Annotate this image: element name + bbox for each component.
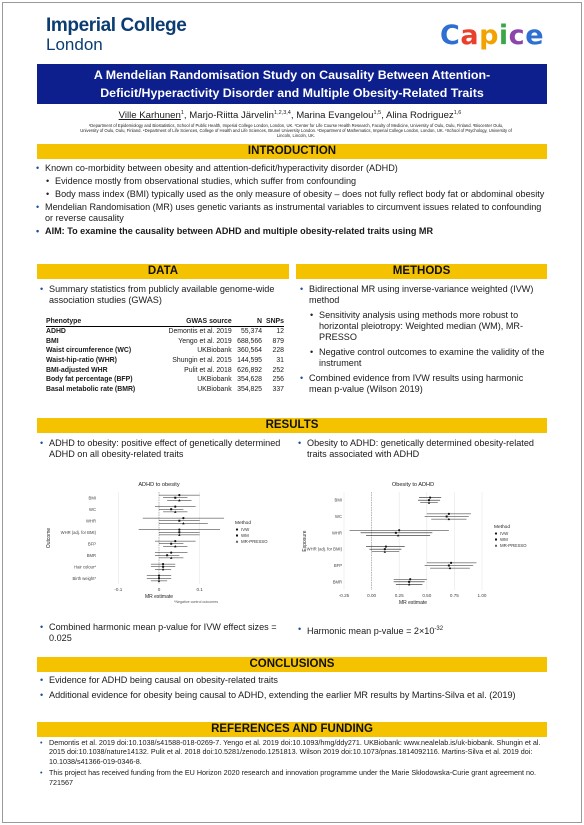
source-cell: UKBiobank xyxy=(197,347,232,355)
y-tick-label: BMI xyxy=(334,497,342,503)
intro-sub-bullet-1: • Evidence mostly from observational studies, which suffer from confounding xyxy=(46,176,548,187)
point-ivw xyxy=(450,562,452,564)
col-phenotype: Phenotype xyxy=(46,317,155,327)
data-bullet-1: • Summary statistics from publicly available genome-wide association studies (GWAS) xyxy=(40,284,285,306)
snps-cell: 31 xyxy=(276,357,284,365)
legend-title: Method xyxy=(235,521,251,526)
capice-letter: i xyxy=(498,20,509,51)
author-2-sup: 1,2,3,4 xyxy=(274,110,291,116)
phenotype-cell: BMI-adjusted WHR xyxy=(46,366,108,374)
capice-letter: c xyxy=(508,20,526,51)
methods-bullet-2: • Combined evidence from IVW results using harmonic mean p-value (Wilson 2019) xyxy=(300,373,545,395)
n-cell: 688,566 xyxy=(237,337,263,345)
conclusion-bullet-1: • Evidence for ADHD being causal on obesity-related traits xyxy=(40,675,545,686)
y-axis-label: Exposure xyxy=(302,530,308,552)
logo-line2: London xyxy=(46,35,103,54)
point-wm xyxy=(448,565,450,567)
data-heading: DATA xyxy=(37,264,289,279)
source-cell: Pulit et al. 2018 xyxy=(184,366,232,374)
methods-body xyxy=(300,284,545,397)
imperial-college-logo xyxy=(46,16,186,53)
n-cell: 354,825 xyxy=(237,385,263,393)
table-row xyxy=(46,375,284,385)
point-wm xyxy=(174,497,176,499)
author-2: , Marjo-Riitta Järvelin xyxy=(183,110,275,122)
y-tick-label: WHR xyxy=(331,530,342,536)
capice-logo xyxy=(440,20,544,51)
point-ivw xyxy=(174,540,176,542)
point-wm xyxy=(158,577,160,579)
point-wm xyxy=(162,566,164,568)
phenotype-cell: ADHD xyxy=(46,328,66,336)
conclusion-bullet-2: • Additional evidence for obesity being causal to ADHD, extending the earlier MR results by Martins-Silva et al. (2019) xyxy=(40,690,545,701)
x-tick-label: 0.00 xyxy=(367,593,377,598)
methods-sub-bullet-1: • Sensitivity analysis using methods more robust to horizontal pleiotropy: Weighted median (WM), MR-PRESSO xyxy=(310,310,545,343)
phenotype-cell: Waist-hip-ratio (WHR) xyxy=(46,357,117,365)
snps-cell: 337 xyxy=(272,385,284,393)
table-header-row xyxy=(46,317,284,327)
snps-cell: 879 xyxy=(272,337,284,345)
legend-marker-wm xyxy=(495,539,497,541)
legend-marker-mr-presso xyxy=(236,540,238,542)
table-row xyxy=(46,365,284,375)
methods-sub-bullet-2: • Negative control outcomes to examine the validity of the instrument xyxy=(310,347,545,369)
x-tick-label: 0.25 xyxy=(394,593,404,598)
point-ivw xyxy=(398,529,400,531)
point-wm xyxy=(166,554,168,556)
y-tick-label: BFP xyxy=(333,563,342,568)
capice-letter: C xyxy=(440,20,461,51)
results-right-text-2 xyxy=(298,624,546,639)
conclusions-heading: CONCLUSIONS xyxy=(37,657,547,672)
introduction-heading: INTRODUCTION xyxy=(37,144,547,159)
intro-bullet-1: • Known co-morbidity between obesity and attention-deficit/hyperactivity disorder (ADHD) xyxy=(36,163,548,174)
legend-marker-wm xyxy=(236,535,238,537)
point-ivw xyxy=(178,494,180,496)
point-ivw xyxy=(174,506,176,508)
intro-sub-bullet-2: • Body mass index (BMI) typically used as the only measure of obesity – does not fully reflect body fat or abdominal obesity xyxy=(46,189,548,200)
results-left-bullet-2: • Combined harmonic mean p-value for IVW effect sizes = 0.025 xyxy=(40,622,285,644)
table-row xyxy=(46,385,284,395)
phenotype-cell: BMI xyxy=(46,337,59,345)
y-tick-label: WHR xyxy=(85,518,96,524)
point-wm xyxy=(170,543,172,545)
n-cell: 354,628 xyxy=(237,376,263,384)
reference-item-1: • Demontis et al. 2019 doi:10.1038/s41588-018-0269-7. Yengo et al. 2019 doi:10.1093/hmg/ddy271. UKBiobank: www.nealelab.is/uk-biobank. Shungin et al. 2015 doi:10.1038/nature14132. Pulit et al. 2018 doi:10.5281/zenodo.1251813. Wilson 2019 doi:10.1073/pnas.1814092116. Martins-Silva et al. 2019 doi: 10.1038/s41366-019-0346-8. xyxy=(40,738,545,766)
references-heading: REFERENCES AND FUNDING xyxy=(37,722,547,737)
logo-line1: Imperial College xyxy=(46,15,187,36)
x-tick-label: 0.1 xyxy=(196,587,203,592)
conclusions-body xyxy=(40,675,545,703)
point-ivw xyxy=(385,545,387,547)
legend-marker-mr-presso xyxy=(495,544,497,546)
hmp-text: Harmonic mean p-value = 2×10 xyxy=(307,626,435,637)
x-axis-label: MR estimate xyxy=(144,594,174,600)
chart-footnote: *Negative control outcomes xyxy=(174,600,218,604)
legend-marker-ivw xyxy=(236,528,238,530)
legend-label: IVW xyxy=(500,531,509,536)
author-list xyxy=(80,110,500,121)
x-tick-label: 0 xyxy=(157,587,161,592)
author-1: Ville Karhunen xyxy=(118,110,181,122)
point-wm xyxy=(395,532,397,534)
point-ivw xyxy=(170,552,172,554)
author-4-sup: 1,6 xyxy=(453,110,462,116)
y-tick-label: Hair colour* xyxy=(74,564,96,570)
point-wm xyxy=(384,548,386,550)
y-tick-label: BFP xyxy=(87,541,96,547)
n-cell: 360,564 xyxy=(237,347,263,355)
y-axis-label: Outcome xyxy=(46,527,52,549)
methods-heading: METHODS xyxy=(296,264,547,279)
point-wm xyxy=(170,508,172,510)
x-axis-label: MR estimate xyxy=(398,600,428,606)
legend-label: IVW xyxy=(241,527,250,532)
methods-bullet-1: • Bidirectional MR using inverse-variance weighted (IVW) method xyxy=(300,284,545,306)
legend-label: WM xyxy=(500,537,508,542)
x-tick-label: -0.25 xyxy=(338,593,350,598)
intro-bullet-2: • Mendelian Randomisation (MR) uses genetic variants as instrumental variables to circumvent issues related to confounding or reverse causality xyxy=(36,202,548,224)
n-cell: 626,892 xyxy=(237,366,263,374)
legend-marker-ivw xyxy=(495,532,497,534)
point-ivw xyxy=(409,578,411,580)
source-cell: UKBiobank xyxy=(197,385,232,393)
snps-cell: 228 xyxy=(272,347,284,355)
results-left-text xyxy=(40,438,285,462)
snps-cell: 12 xyxy=(276,328,284,336)
point-wm xyxy=(408,581,410,583)
n-cell: 55,374 xyxy=(240,328,263,336)
point-wm xyxy=(178,531,180,533)
author-3: , Marina Evangelou xyxy=(290,110,374,122)
table-row xyxy=(46,356,284,366)
results-right-text xyxy=(298,438,546,462)
results-left-text-2 xyxy=(40,622,285,646)
hmp-exponent: -32 xyxy=(434,626,444,632)
y-tick-label: BMR xyxy=(332,579,342,585)
table-row xyxy=(46,327,284,337)
col-snps: SNPs xyxy=(262,317,284,327)
legend-label: WM xyxy=(241,533,249,538)
funding-item: • This project has received funding from the EU Horizon 2020 research and innovation programme under the Marie Skłodowska-Curie grant agreement no. 721567 xyxy=(40,768,545,787)
poster-title: A Mendelian Randomisation Study on Causality Between Attention-Deficit/Hyperactivity Disorder and Multiple Obesity-Related Traits xyxy=(37,64,547,104)
author-3-sup: 1,5 xyxy=(373,110,382,116)
col-n: N xyxy=(232,317,262,327)
plot-area xyxy=(344,492,482,590)
legend-title: Method xyxy=(494,525,510,530)
capice-letter: e xyxy=(525,20,544,51)
source-cell: Yengo et al. 2019 xyxy=(178,337,232,345)
point-ivw xyxy=(162,563,164,565)
capice-letter: p xyxy=(479,20,499,51)
phenotype-cell: Basal metabolic rate (BMR) xyxy=(46,385,136,393)
x-tick-label: 1.00 xyxy=(477,593,487,598)
y-tick-label: BMI xyxy=(88,495,96,501)
y-tick-label: WC xyxy=(335,514,342,519)
source-cell: Shungin et al. 2015 xyxy=(172,357,232,365)
y-tick-label: WC xyxy=(89,506,96,512)
snps-cell: 252 xyxy=(272,366,284,374)
x-tick-label: -0.1 xyxy=(114,587,123,592)
affiliations: ¹Department of Epidemiology and Biostatistics, School of Public Health, Imperial College London, London, UK. ²Center for Life Course Health Research, Faculty of Medicine, University of Oulu, Oulu, Finland. ³Biocenter Oulu, University of Oulu, Oulu, Finland. ⁴Department of Life Sciences, College of Health and Life Sciences, Brunel University London. ⁵Department of Mathematics, Imperial College London, London, UK. ⁶School of Psychology, University of Lincoln, Lincoln, UK. xyxy=(80,123,512,139)
point-wm xyxy=(178,520,180,522)
x-tick-label: 0.50 xyxy=(422,593,432,598)
chart-title: ADHD to obesity xyxy=(138,482,180,488)
y-tick-label: WHR (adj. for BMI) xyxy=(306,546,342,552)
results-left-bullet-1: • ADHD to obesity: positive effect of genetically determined ADHD on all obesity-related traits xyxy=(40,438,285,460)
point-ivw xyxy=(158,575,160,577)
y-tick-label: Birth weight* xyxy=(72,575,96,581)
point-ivw xyxy=(448,513,450,515)
x-tick-label: 0.75 xyxy=(449,593,459,598)
n-cell: 144,595 xyxy=(237,357,263,365)
phenotype-cell: Waist circumference (WC) xyxy=(46,347,132,355)
author-4: , Alina Rodriguez xyxy=(381,110,454,122)
results-heading: RESULTS xyxy=(37,418,547,433)
phenotype-table xyxy=(46,317,284,394)
source-cell: UKBiobank xyxy=(197,376,232,384)
references-body xyxy=(40,738,545,789)
results-right-bullet-1: • Obesity to ADHD: genetically determined obesity-related traits associated with ADHD xyxy=(298,438,546,460)
chart-title: Obesity to ADHD xyxy=(391,482,435,488)
point-ivw xyxy=(178,529,180,531)
capice-letter: a xyxy=(460,20,480,51)
point-ivw xyxy=(182,517,184,519)
table-row xyxy=(46,337,284,347)
snps-cell: 256 xyxy=(272,376,284,384)
table-row xyxy=(46,346,284,356)
aim-statement: • AIM: To examine the causality between ADHD and multiple obesity-related traits using MR xyxy=(36,226,548,237)
author-1-sup: 1 xyxy=(180,110,184,116)
point-wm xyxy=(428,499,430,501)
source-cell: Demontis et al. 2019 xyxy=(168,328,232,336)
phenotype-cell: Body fat percentage (BFP) xyxy=(46,376,133,384)
adhd-to-obesity-chart xyxy=(40,476,285,616)
legend-label: MR-PRESSO xyxy=(500,543,527,548)
point-ivw xyxy=(429,496,431,498)
obesity-to-adhd-chart xyxy=(298,476,546,616)
results-right-bullet-2 xyxy=(298,624,546,637)
point-wm xyxy=(446,516,448,518)
data-body xyxy=(40,284,285,308)
y-tick-label: WHR (adj. for BMI) xyxy=(60,529,96,535)
legend-label: MR-PRESSO xyxy=(241,539,268,544)
col-gwas-source: GWAS source xyxy=(155,317,232,327)
introduction-body xyxy=(36,163,548,239)
y-tick-label: BMR xyxy=(86,552,96,558)
